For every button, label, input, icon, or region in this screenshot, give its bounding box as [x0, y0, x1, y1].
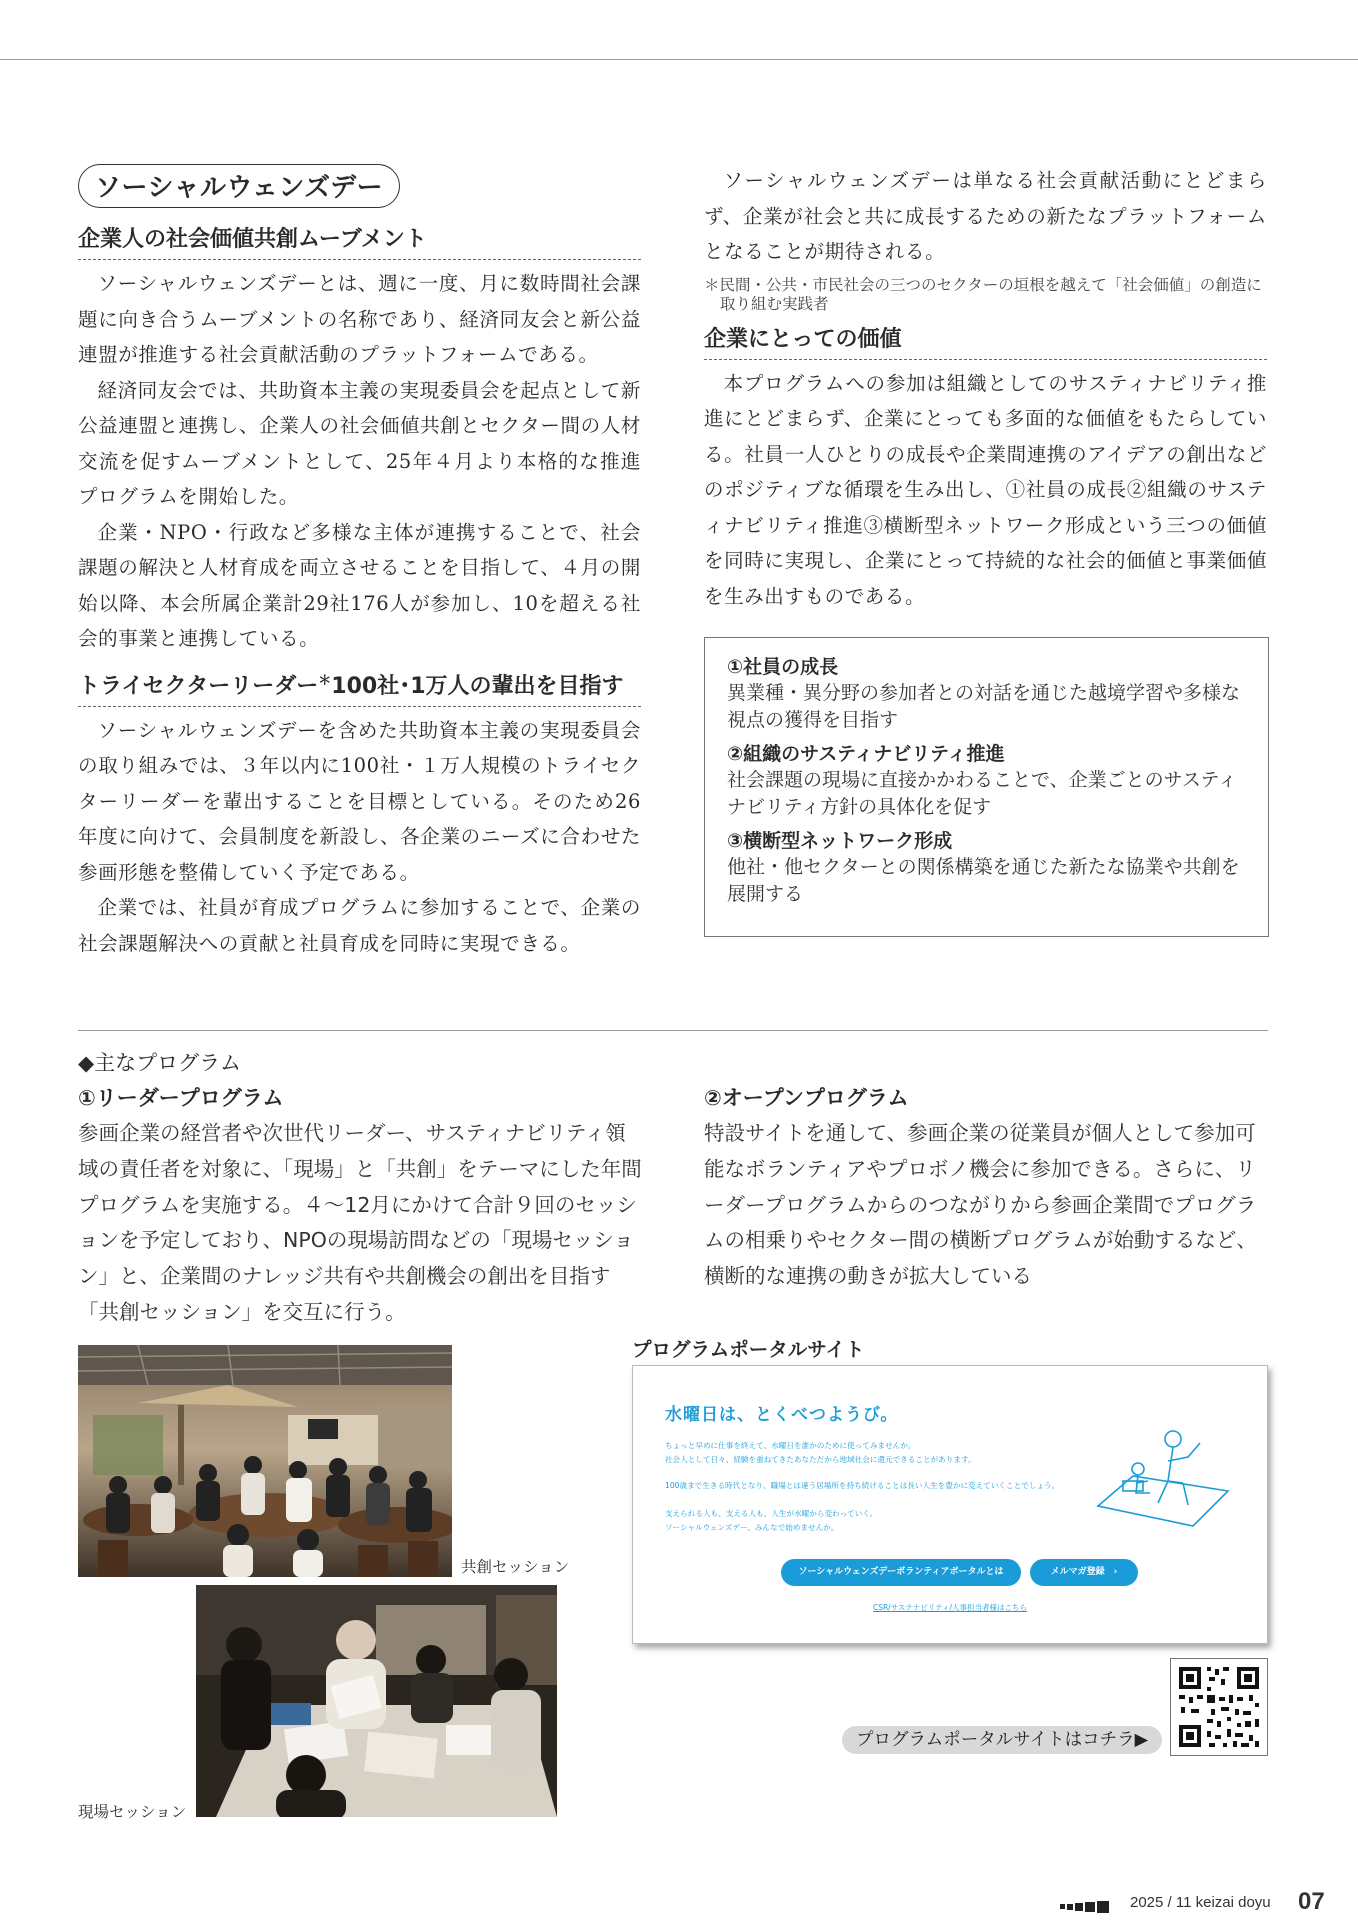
volunteer-portal-button[interactable]: ソーシャルウェンズデーボランティアポータルとは: [781, 1559, 1021, 1586]
leader-program-text: 参画企業の経営者や次世代リーダー、サスティナビリティ領域の責任者を対象に、「現場」と「共創」をテーマにした年間プログラムを実施する。４～12月にかけて合計９回のセッションを予定しており、NPOの現場訪問などの「現場セッション」と、企業間のナレッジ共有や共創機会の創出を目指す「共創セッション」を交互に行う。: [78, 1121, 642, 1324]
paragraph: ソーシャルウェンズデーを含めた共助資本主義の実現委員会の取り組みでは、３年以内に100社・１万人規模のトライセクターリーダーを輩出することを目標としている。そのため26年度に向けて、会員制度を新設し、各企業のニーズに合わせた参画形態を整備していく予定である。: [78, 718, 641, 884]
paragraph: ソーシャルウェンズデーとは、週に一度、月に数時間社会課題に向き合うムーブメントの名称であり、経済同友会と新公益連盟が推進する社会貢献活動のプラットフォームである。: [78, 272, 641, 366]
portal-title: 水曜日は、とくべつようび。: [665, 1405, 899, 1425]
open-program-text: 特設サイトを通して、参画企業の従業員が個人として参加可能なボランティアやプロボノ機会に参加できる。さらに、リーダープログラムからのつながりから参画企業間でプログラムの相乗りやセクター間の横断プログラムが始動するなど、横断的な連携の動きが拡大している: [704, 1121, 1257, 1289]
photo-caption-field-session: 現場セッション: [78, 1803, 187, 1821]
value-text-1: 異業種・異分野の参加者との対話を通じた越境学習や多様な視点の獲得を目指す: [727, 682, 1241, 731]
paragraph: ソーシャルウェンズデーは単なる社会貢献活動にとどまらず、企業が社会と共に成長するための新たなプラットフォームとなることが期待される。: [704, 169, 1267, 263]
heading-trisector-main: トライセクターリーダー: [78, 673, 319, 699]
photo-field-session: [196, 1585, 557, 1817]
paragraph: 本プログラムへの参加は組織としてのサスティナビリティ推進にとどまらず、企業にとっても多面的な価値をもたらしている。社員一人ひとりの成長や企業間連携のアイデアの創出などのポジティブな循環を生み出し、①社員の成長②組織のサスティナビリティ推進③横断型ネットワーク形成という三つの価値を同時に実現し、企業にとって持続的な社会的価値と事業価値を生み出すものである。: [704, 371, 1267, 608]
right-body-1: [704, 163, 1267, 270]
left-body-1: [78, 266, 641, 657]
open-program: [704, 1081, 1269, 1295]
paragraph: 企業では、社員が育成プログラムに参加することで、企業の社会課題解決への貢献と社員育成を同時に実現できる。: [78, 896, 641, 955]
open-program-title: ②オープンプログラム: [704, 1086, 909, 1110]
right-column: [704, 163, 1267, 614]
footnote: ＊民間・公共・市民社会の三つのセクターの垣根を越えて「社会価値」の創造に取り組む実践者: [704, 275, 1262, 313]
heading-value: 企業にとっての価値: [704, 322, 1267, 360]
heading-movement: 企業人の社会価値共創ムーブメント: [78, 222, 641, 260]
footer-squares-icon: [1060, 1898, 1109, 1916]
top-rule: [0, 59, 1358, 60]
portal-text-line: 社会人として日々、経験を重ねてきたあなただから地域社会に還元できることがあります。: [665, 1455, 976, 1464]
left-column: [78, 164, 641, 961]
footer-issue: 2025 / 11 keizai doyu: [1130, 1894, 1271, 1911]
photo-caption-cosession: 共創セッション: [461, 1558, 570, 1576]
csr-link[interactable]: CSR/サステナビリティ/人事担当者様はこちら: [872, 1603, 1028, 1612]
illustration-icon: [1088, 1421, 1238, 1531]
value-text-2: 社会課題の現場に直接かかわることで、企業ごとのサスティナビリティ方針の具体化を促す: [727, 769, 1237, 818]
leader-program: [78, 1046, 643, 1331]
portal-text-line: ちょっと早めに仕事を終えて、水曜日を誰かのために使ってみませんか。: [665, 1441, 916, 1450]
portal-label: プログラムポータルサイト: [632, 1338, 865, 1361]
value-title-3: ③横断型ネットワーク形成: [727, 830, 953, 852]
portal-screenshot: [632, 1365, 1268, 1644]
portal-text-line: ソーシャルウェンズデー、みんなで始めませんか。: [665, 1523, 839, 1532]
value-text-3: 他社・他セクターとの関係構築を通じた新たな協業や共創を展開する: [727, 856, 1240, 905]
right-body-2: [704, 366, 1267, 615]
page-number: 07: [1298, 1888, 1325, 1915]
heading-trisector-rest: 100社･1万人の輩出を目指す: [331, 673, 624, 699]
portal-qr-label[interactable]: プログラムポータルサイトはコチラ▶: [842, 1726, 1162, 1754]
leader-program-title: ①リーダープログラム: [78, 1086, 284, 1110]
photo-cosession: [78, 1345, 452, 1577]
left-body-2: [78, 713, 641, 962]
newsletter-button[interactable]: メルマガ登録 ›: [1030, 1559, 1138, 1586]
paragraph: 経済同友会では、共助資本主義の実現委員会を起点として新公益連盟と連携し、企業人の社会価値共創とセクター間の人材交流を促すムーブメントとして、25年４月より本格的な推進プログラムを開始した。: [78, 378, 641, 508]
footnote-mark: ＊: [318, 673, 332, 689]
value-title-1: ①社員の成長: [727, 656, 839, 678]
value-title-2: ②組織のサスティナビリティ推進: [727, 743, 1005, 765]
value-box: [704, 637, 1269, 937]
qr-code-icon[interactable]: [1170, 1658, 1268, 1756]
programs-heading: ◆主なプログラム: [78, 1051, 241, 1075]
heading-trisector: [78, 669, 641, 707]
portal-text-line: 100歳まで生きる時代となり、職場とは違う居場所を持ち続けることは長い人生を豊かに変えていくことでしょう。: [665, 1481, 1060, 1490]
paragraph: 企業・NPO・行政など多様な主体が連携することで、社会課題の解決と人材育成を両立させることを目指して、４月の開始以降、本会所属企業計29社176人が参加し、10を超える社会的事業と連携している。: [78, 520, 641, 650]
section-tag: ソーシャルウェンズデー: [78, 164, 400, 208]
section-divider: [78, 1030, 1268, 1031]
portal-text-line: 支えられる人も、支える人も、人生が水曜から変わっていく。: [665, 1509, 878, 1518]
